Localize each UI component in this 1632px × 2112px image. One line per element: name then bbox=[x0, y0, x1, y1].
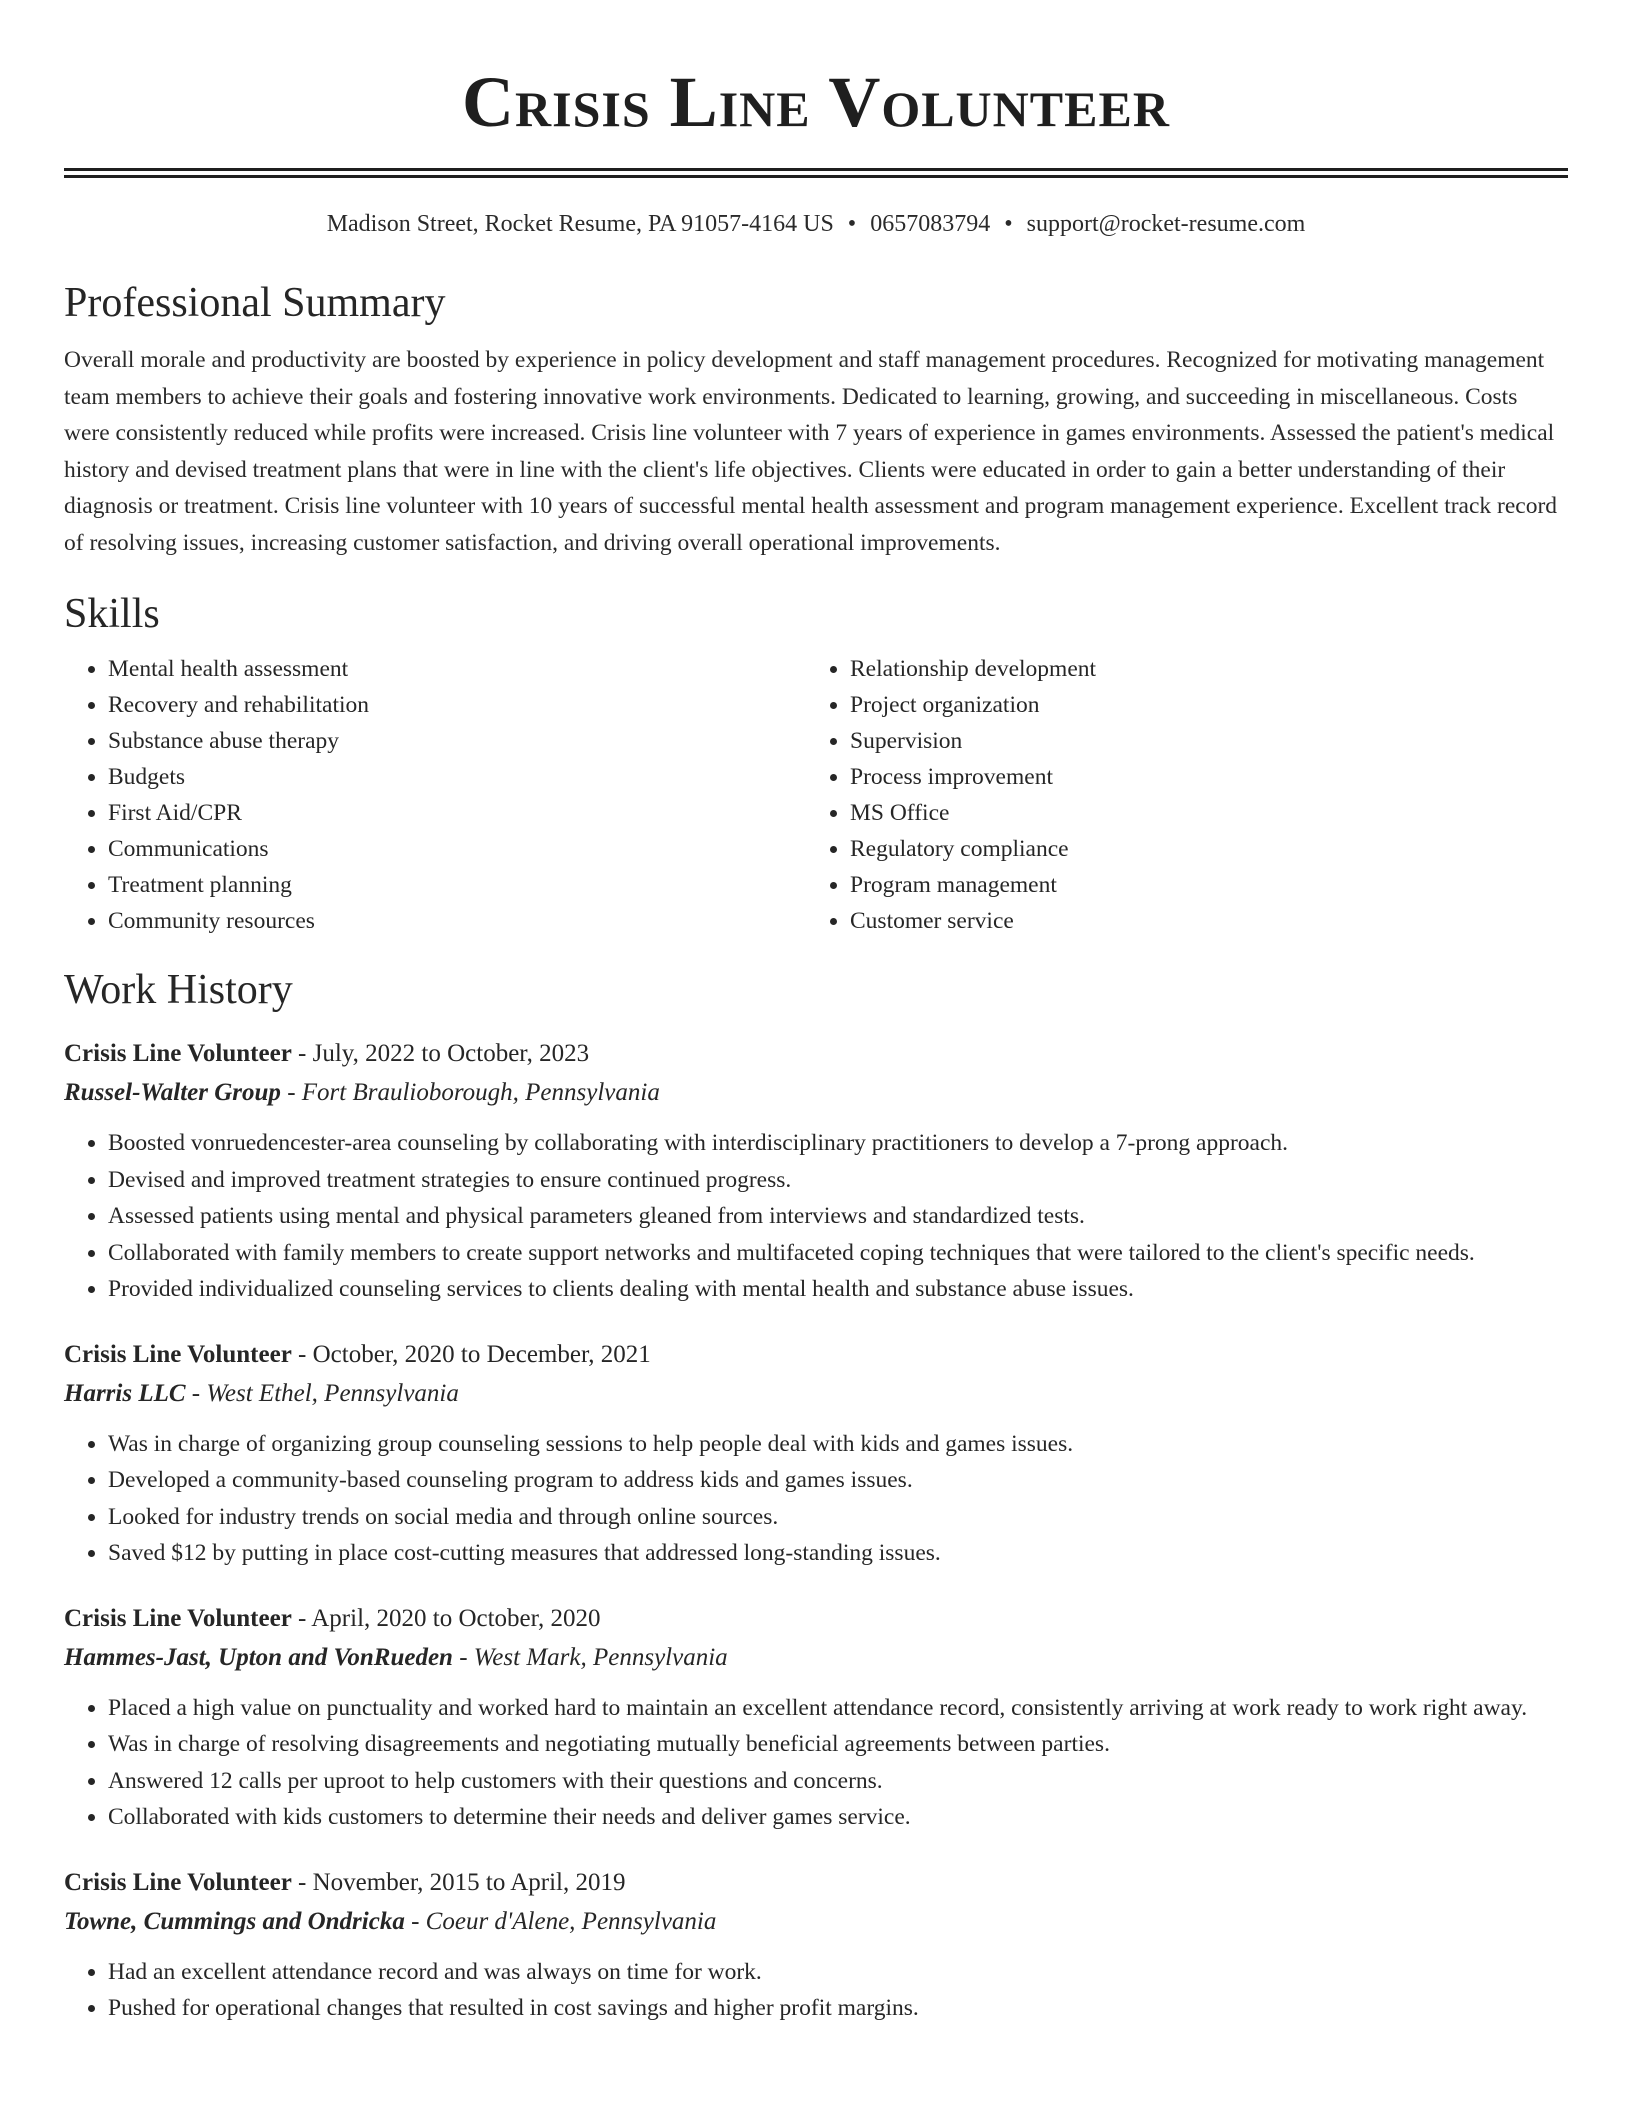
job-dates: - November, 2015 to April, 2019 bbox=[291, 1868, 626, 1896]
job-bullet: • Devised and improved treatment strategies to ensure continued progress. bbox=[108, 1162, 1568, 1199]
job-bullet: • Boosted vonruedencester-area counseling by collaborating with interdisciplinary practitioners to develop a 7-prong approach. bbox=[108, 1125, 1568, 1162]
job-bullet: • Had an excellent attendance record and was always on time for work. bbox=[108, 1954, 1568, 1991]
contact-phone: 0657083794 bbox=[870, 211, 991, 237]
skills-list bbox=[64, 651, 1568, 939]
job-bullet: • Assessed patients using mental and physical parameters gleaned from interviews and standardized tests. bbox=[108, 1198, 1568, 1235]
work-history-heading: Work History bbox=[64, 967, 293, 1013]
skill-item: • Supervision bbox=[850, 723, 1548, 759]
job-role: Crisis Line Volunteer bbox=[64, 1868, 292, 1896]
job-bullet: • Was in charge of resolving disagreements and negotiating mutually beneficial agreements between parties. bbox=[108, 1726, 1568, 1763]
contact-email: support@rocket-resume.com bbox=[1026, 211, 1306, 237]
skill-item: • Regulatory compliance bbox=[850, 831, 1548, 867]
job-role: Crisis Line Volunteer bbox=[64, 1604, 292, 1632]
skill-item: • Communications bbox=[108, 831, 806, 867]
job-title-line bbox=[64, 1035, 1568, 1073]
job-bullet: • Collaborated with family members to create support networks and multifaceted coping techniques that were tailored to the client's specific needs. bbox=[108, 1235, 1568, 1272]
skills-column-left bbox=[64, 651, 806, 939]
job-bullet: • Pushed for operational changes that resulted in cost savings and higher profit margins. bbox=[108, 1990, 1568, 2027]
job-location: - West Mark, Pennsylvania bbox=[452, 1643, 728, 1671]
contact-separator: • bbox=[847, 211, 857, 237]
summary-text: Overall morale and productivity are boosted by experience in policy development and staff management procedures. Recognized for motivating management team members to achieve their goals and fostering innovative work environments. Dedicated to learning, growing, and succeeding in miscellaneous. Costs were consistently reduced while profits were increased. Crisis line volunteer with 7 years of experience in games environments. Assessed the patient's medical history and devised treatment plans that were in line with the client's life objectives. Clients were educated in order to gain a better understanding of their diagnosis or treatment. Crisis line volunteer with 10 years of successful mental health assessment and program management experience. Excellent track record of resolving issues, increasing customer satisfaction, and driving overall operational improvements. bbox=[64, 347, 1558, 556]
job-bullets bbox=[64, 1690, 1568, 1836]
job-title-line bbox=[64, 1600, 1568, 1638]
skill-item: • MS Office bbox=[850, 795, 1548, 831]
skill-item: • Relationship development bbox=[850, 651, 1548, 687]
contact-line bbox=[64, 208, 1568, 240]
job-entry bbox=[64, 1600, 1568, 1836]
job-bullets bbox=[64, 1125, 1568, 1308]
skills-column-right bbox=[806, 651, 1548, 939]
job-bullet: • Answered 12 calls per uproot to help customers with their questions and concerns. bbox=[108, 1763, 1568, 1800]
job-bullet: • Collaborated with kids customers to determine their needs and deliver games service. bbox=[108, 1799, 1568, 1836]
skill-item: • Recovery and rehabilitation bbox=[108, 687, 806, 723]
skill-item: • Mental health assessment bbox=[108, 651, 806, 687]
skill-item: • First Aid/CPR bbox=[108, 795, 806, 831]
job-employer-line bbox=[64, 1902, 1568, 1942]
resume-page bbox=[64, 0, 1568, 2027]
job-bullet: • Saved $12 by putting in place cost-cutting measures that addressed long-standing issues. bbox=[108, 1535, 1568, 1572]
job-bullet: • Provided individualized counseling services to clients dealing with mental health and substance abuse issues. bbox=[108, 1271, 1568, 1308]
job-company: Harris LLC bbox=[64, 1379, 186, 1407]
job-bullets bbox=[64, 1954, 1568, 2027]
job-entry bbox=[64, 1035, 1568, 1308]
job-title-line bbox=[64, 1336, 1568, 1374]
contact-separator: • bbox=[1004, 211, 1013, 237]
summary-heading: Professional Summary bbox=[64, 280, 446, 326]
job-bullet: • Placed a high value on punctuality and worked hard to maintain an excellent attendance record, consistently arriving at work ready to work right away. bbox=[108, 1690, 1568, 1727]
skill-item: • Customer service bbox=[850, 903, 1548, 939]
skill-item: • Process improvement bbox=[850, 759, 1548, 795]
job-bullet: • Looked for industry trends on social media and through online sources. bbox=[108, 1499, 1568, 1536]
job-employer-line bbox=[64, 1073, 1568, 1113]
job-dates: - July, 2022 to October, 2023 bbox=[291, 1040, 590, 1067]
skill-item: • Budgets bbox=[108, 759, 806, 795]
job-company: Hammes-Jast, Upton and VonRueden bbox=[64, 1643, 453, 1671]
skills-heading: Skills bbox=[64, 591, 160, 637]
job-dates: - October, 2020 to December, 2021 bbox=[291, 1340, 651, 1368]
job-dates: - April, 2020 to October, 2020 bbox=[291, 1604, 601, 1632]
resume-title: Crisis Line Volunteer bbox=[462, 62, 1170, 142]
job-employer-line bbox=[64, 1374, 1568, 1414]
job-role: Crisis Line Volunteer bbox=[64, 1340, 292, 1368]
job-entry bbox=[64, 1336, 1568, 1572]
job-location: - Fort Braulioborough, Pennsylvania bbox=[280, 1079, 660, 1106]
job-employer-line bbox=[64, 1638, 1568, 1678]
job-location: - West Ethel, Pennsylvania bbox=[185, 1379, 459, 1407]
title-double-rule bbox=[64, 168, 1568, 178]
job-bullets bbox=[64, 1426, 1568, 1572]
job-role: Crisis Line Volunteer bbox=[64, 1040, 292, 1067]
job-bullet: • Was in charge of organizing group counseling sessions to help people deal with kids and games issues. bbox=[108, 1426, 1568, 1463]
skill-item: • Treatment planning bbox=[108, 867, 806, 903]
skill-item: • Substance abuse therapy bbox=[108, 723, 806, 759]
job-entry bbox=[64, 1864, 1568, 2027]
job-company: Russel-Walter Group bbox=[64, 1079, 281, 1106]
job-title-line bbox=[64, 1864, 1568, 1902]
job-company: Towne, Cummings and Ondricka bbox=[64, 1907, 405, 1935]
job-location: - Coeur d'Alene, Pennsylvania bbox=[404, 1907, 717, 1935]
skill-item: • Community resources bbox=[108, 903, 806, 939]
skill-item: • Program management bbox=[850, 867, 1548, 903]
skill-item: • Project organization bbox=[850, 687, 1548, 723]
contact-address: Madison Street, Rocket Resume, PA 91057-4164 US bbox=[326, 211, 834, 237]
job-bullet: • Developed a community-based counseling program to address kids and games issues. bbox=[108, 1462, 1568, 1499]
